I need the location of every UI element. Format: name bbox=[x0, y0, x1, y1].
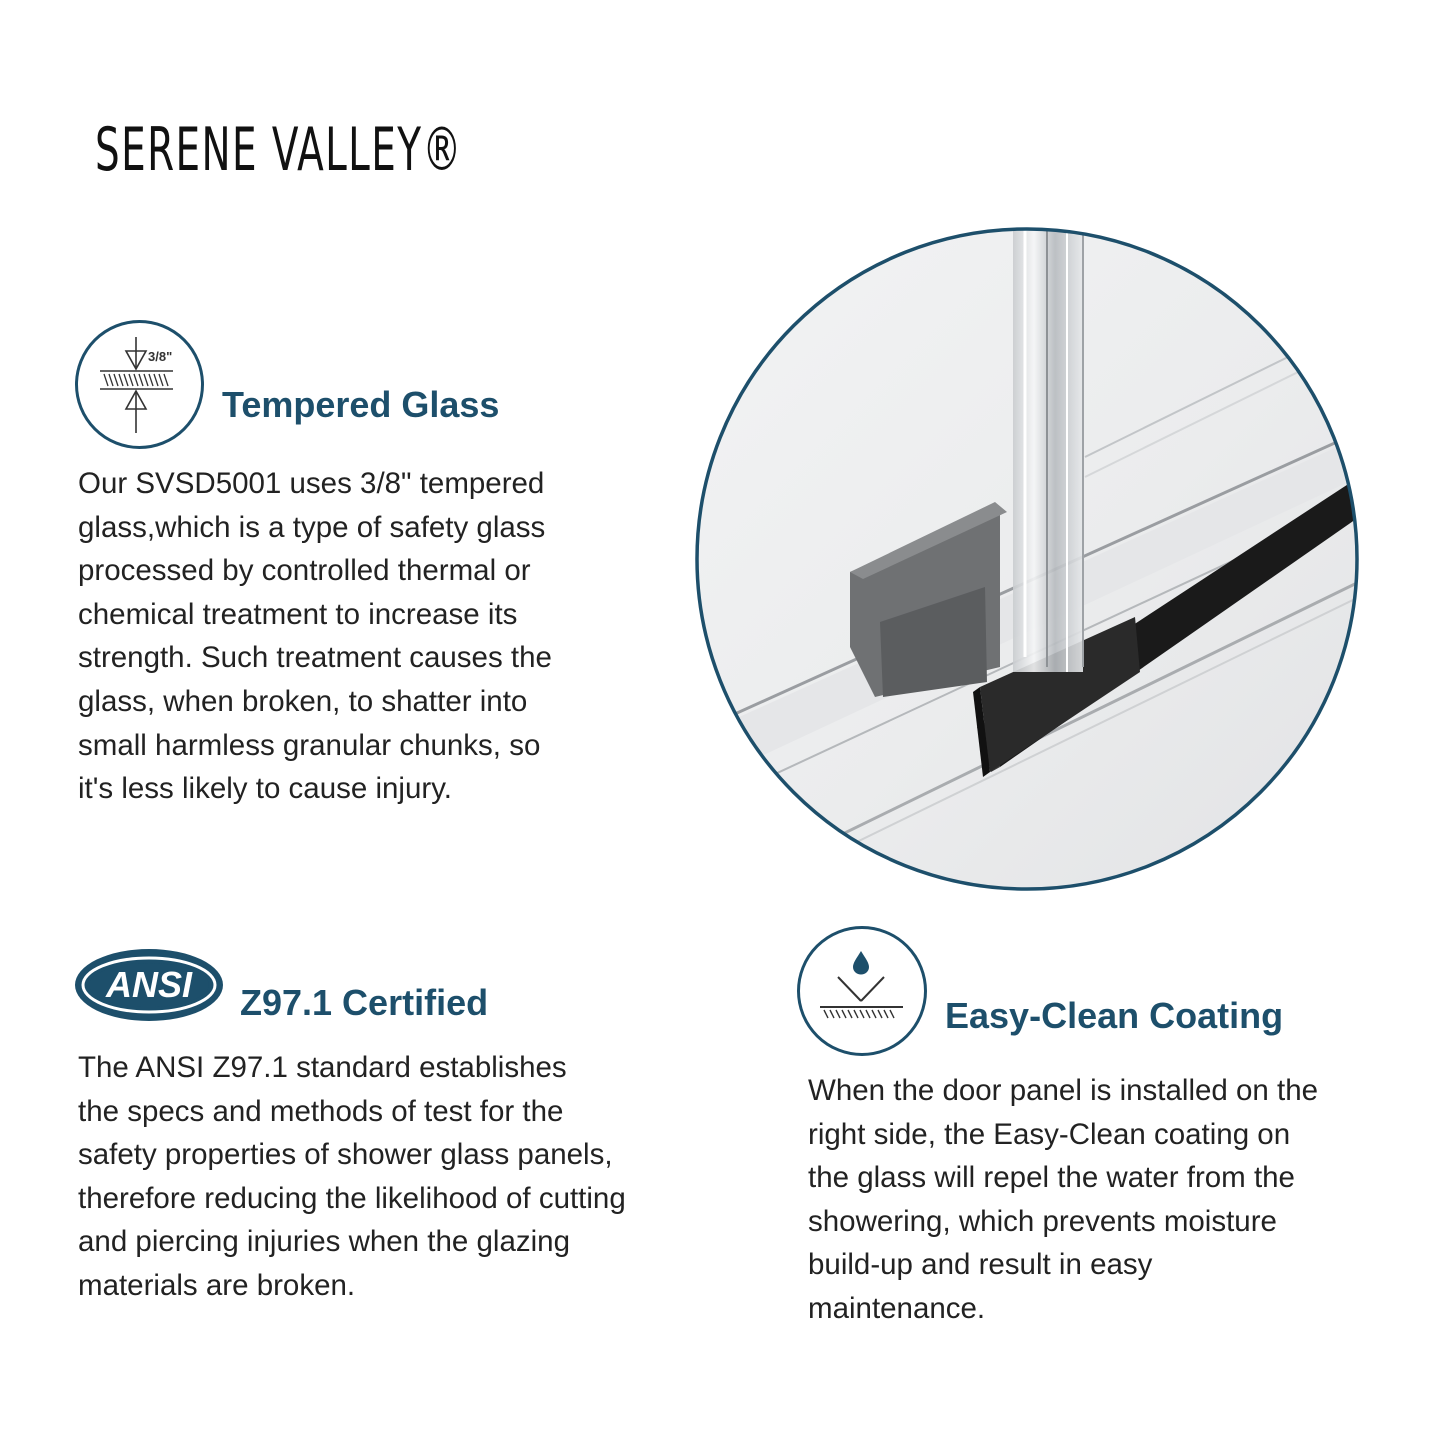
text-line: the specs and methods of test for the bbox=[78, 1094, 564, 1128]
text-line: safety properties of shower glass panels, bbox=[78, 1138, 613, 1172]
ansi-description bbox=[78, 1046, 626, 1308]
text-line: The ANSI Z97.1 standard establishes bbox=[78, 1051, 567, 1084]
text-line: therefore reducing the likelihood of cutting bbox=[78, 1181, 626, 1215]
text-line: and piercing injuries when the glazing bbox=[78, 1225, 570, 1259]
text-line: glass,which is a type of safety glass bbox=[78, 510, 546, 544]
text-line: chemical treatment to increase its bbox=[78, 597, 518, 631]
tempered-glass-heading: Tempered Glass bbox=[222, 384, 500, 425]
text-line: When the door panel is installed on the bbox=[808, 1074, 1319, 1107]
water-drop-repel-icon bbox=[797, 926, 927, 1056]
tempered-glass-description bbox=[78, 462, 552, 811]
easy-clean-description bbox=[808, 1069, 1318, 1331]
text-line: it's less likely to cause injury. bbox=[78, 772, 452, 806]
brand-logo: SERENE VALLEY® bbox=[95, 115, 463, 185]
text-line: right side, the Easy-Clean coating on bbox=[808, 1117, 1291, 1151]
text-line: glass, when broken, to shatter into bbox=[78, 684, 528, 718]
text-line: strength. Such treatment causes the bbox=[78, 641, 552, 675]
tempered-glass-icon bbox=[75, 320, 204, 449]
text-line: Our SVSD5001 uses 3/8" tempered bbox=[78, 467, 545, 500]
text-line: small harmless granular chunks, so bbox=[78, 728, 541, 762]
ansi-heading: Z97.1 Certified bbox=[240, 982, 489, 1023]
ansi-logo bbox=[73, 946, 225, 1024]
text-line: maintenance. bbox=[808, 1291, 986, 1325]
text-line: materials are broken. bbox=[78, 1268, 356, 1302]
ansi-logo-text: ANSI bbox=[105, 964, 193, 1005]
thickness-label: 3/8" bbox=[148, 349, 173, 364]
text-line: the glass will repel the water from the bbox=[808, 1161, 1295, 1195]
easy-clean-heading: Easy-Clean Coating bbox=[945, 995, 1284, 1036]
text-line: processed by controlled thermal or bbox=[78, 554, 531, 588]
text-line: showering, which prevents moisture bbox=[808, 1204, 1277, 1238]
product-detail-photo bbox=[695, 227, 1359, 891]
text-line: build-up and result in easy bbox=[808, 1248, 1153, 1282]
